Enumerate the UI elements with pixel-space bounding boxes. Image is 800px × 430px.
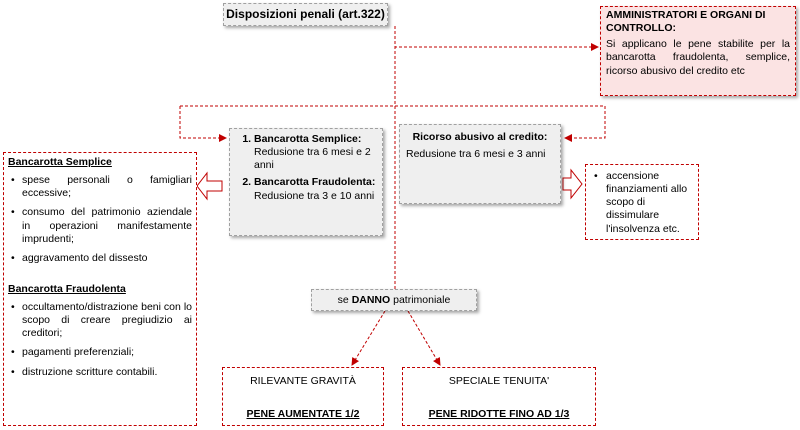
admin-body: Si applicano le pene stabilite per la bancarotta fraudolenta, semplice, ricorso abusivo del credito etc [606, 38, 790, 77]
list-item: • accensione finanziamenti allo scopo di dissimulare l'insolvenza etc. [606, 170, 694, 236]
list-item: • distruzione scritture contabili. [22, 366, 192, 379]
semplice-heading: Bancarotta Semplice [8, 156, 112, 168]
branch-left-connector [180, 106, 226, 138]
tenuita-box [402, 367, 596, 426]
title-to-admin-connector [395, 26, 598, 47]
gravita-outcome: PENE AUMENTATE 1/2 [246, 407, 360, 420]
crime-name: Bancarotta Semplice: [254, 133, 362, 145]
ricorso-heading: Ricorso abusivo al credito: [412, 131, 548, 143]
tenuita-label: SPECIALE TENUITA' [448, 375, 550, 387]
list-item: • occultamento/distrazione beni con lo scopo di creare pregiudizio ai creditori; [22, 301, 192, 340]
bancarotta-detail-box [3, 152, 197, 426]
crimes-box [229, 128, 383, 236]
crime-name: Bancarotta Fraudolenta: [254, 176, 376, 189]
list-item: • aggravamento del dissesto [22, 252, 192, 265]
gravita-label: RILEVANTE GRAVITÀ [250, 375, 356, 387]
admin-box [600, 6, 796, 96]
danno-box [311, 289, 477, 311]
list-item: • consumo del patrimonio aziendale in operazioni manifestamente imprudenti; [22, 206, 192, 245]
block-arrow-right [563, 170, 582, 198]
tenuita-outcome: PENE RIDOTTE FINO AD 1/3 [428, 407, 570, 420]
crime-item [254, 176, 378, 202]
crime-item [254, 133, 378, 172]
ricorso-penalty: Redusione tra 6 mesi e 3 anni [406, 148, 546, 161]
ricorso-box [399, 124, 561, 204]
danno-to-gravita-connector [352, 311, 385, 365]
title-box [223, 3, 388, 26]
crime-penalty: Redusione tra 6 mesi e 2 anni [254, 146, 371, 172]
branch-right-connector [565, 106, 605, 138]
admin-heading: AMMINISTRATORI E ORGANI DI CONTROLLO: [606, 9, 766, 35]
danno-prefix: se [337, 294, 349, 306]
block-arrow-left [197, 173, 222, 199]
danno-suffix: patrimoniale [393, 294, 451, 306]
danno-emph: DANNO [351, 294, 391, 306]
list-item: • spese personali o famigliari eccessive; [22, 174, 192, 200]
danno-to-tenuita-connector [408, 311, 440, 365]
crime-penalty: Redusione tra 3 e 10 anni [254, 189, 375, 202]
fraudolenta-heading: Bancarotta Fraudolenta [8, 282, 126, 295]
list-item: • pagamenti preferenziali; [22, 346, 192, 359]
ricorso-detail-box [585, 164, 699, 240]
gravita-box [222, 367, 384, 426]
title-text: Disposizioni penali (art.322) [226, 7, 385, 21]
